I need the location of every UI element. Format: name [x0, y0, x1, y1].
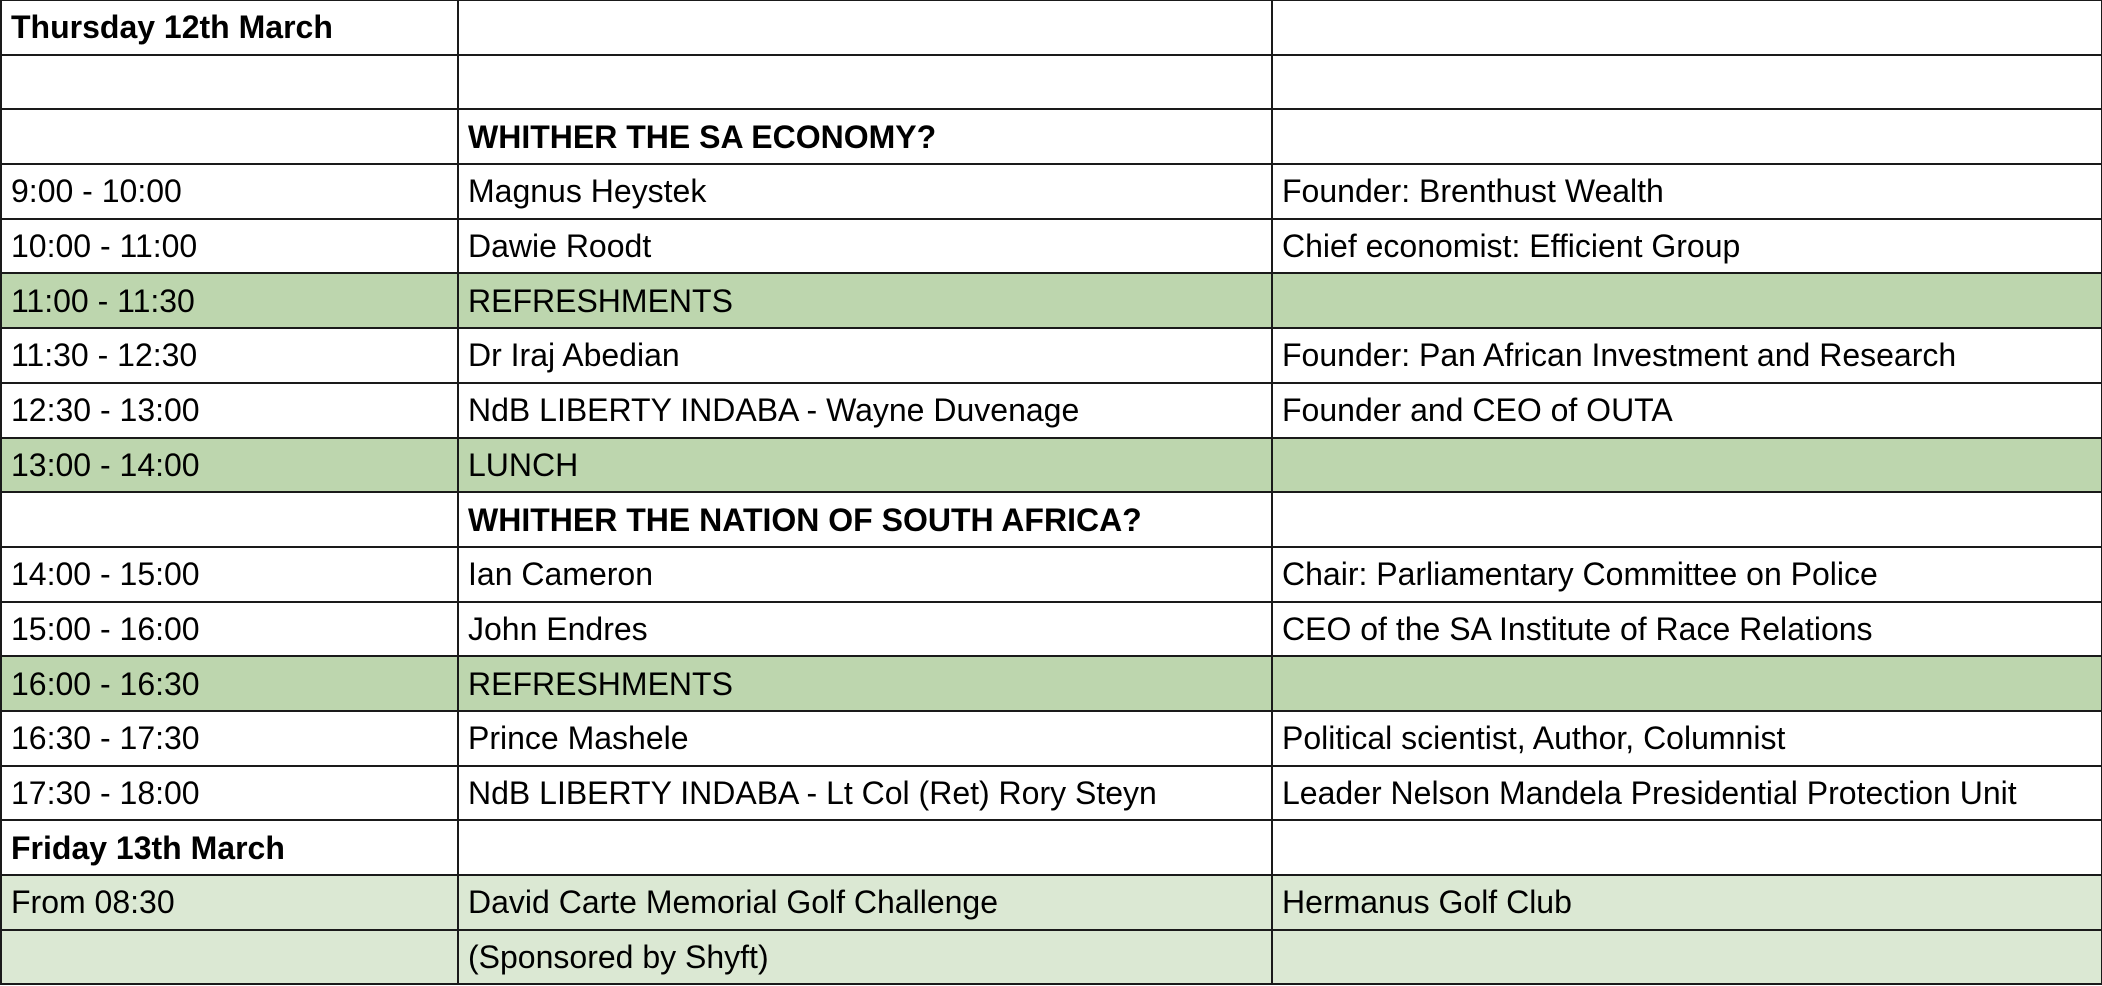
- speaker-role-cell[interactable]: CEO of the SA Institute of Race Relations: [1272, 602, 2102, 657]
- session-row: [1, 383, 2102, 438]
- day-header-row: [1, 820, 2102, 875]
- section-header-row: [1, 492, 2102, 547]
- day-header-row: [1, 1, 2102, 55]
- speaker-role-cell[interactable]: Founder: Brenthust Wealth: [1272, 164, 2102, 219]
- time-cell[interactable]: 11:00 - 11:30: [1, 273, 458, 328]
- golf-event-row: [1, 875, 2102, 930]
- speaker-cell[interactable]: John Endres: [458, 602, 1272, 657]
- detail-cell[interactable]: [1272, 492, 2102, 547]
- time-cell[interactable]: 13:00 - 14:00: [1, 438, 458, 493]
- sponsor-cell[interactable]: (Sponsored by Shyft): [458, 930, 1272, 985]
- detail-cell[interactable]: [1272, 109, 2102, 164]
- time-cell[interactable]: 16:30 - 17:30: [1, 711, 458, 766]
- detail-cell[interactable]: [1272, 930, 2102, 985]
- time-cell[interactable]: 14:00 - 15:00: [1, 547, 458, 602]
- time-cell[interactable]: 10:00 - 11:00: [1, 219, 458, 274]
- break-row: [1, 438, 2102, 493]
- session-row: [1, 711, 2102, 766]
- title-cell[interactable]: [458, 55, 1272, 110]
- speaker-cell[interactable]: NdB LIBERTY INDABA - Lt Col (Ret) Rory Steyn: [458, 766, 1272, 821]
- session-row: [1, 328, 2102, 383]
- speaker-cell[interactable]: Dr Iraj Abedian: [458, 328, 1272, 383]
- speaker-cell[interactable]: Ian Cameron: [458, 547, 1272, 602]
- break-label-cell[interactable]: REFRESHMENTS: [458, 656, 1272, 711]
- break-row: [1, 273, 2102, 328]
- venue-cell[interactable]: Hermanus Golf Club: [1272, 875, 2102, 930]
- title-cell[interactable]: [458, 1, 1272, 55]
- speaker-role-cell[interactable]: Leader Nelson Mandela Presidential Protection Unit: [1272, 766, 2102, 821]
- session-row: [1, 766, 2102, 821]
- time-cell[interactable]: 16:00 - 16:30: [1, 656, 458, 711]
- speaker-role-cell[interactable]: Chair: Parliamentary Committee on Police: [1272, 547, 2102, 602]
- section-title-cell[interactable]: WHITHER THE NATION OF SOUTH AFRICA?: [458, 492, 1272, 547]
- event-title-cell[interactable]: David Carte Memorial Golf Challenge: [458, 875, 1272, 930]
- speaker-cell[interactable]: NdB LIBERTY INDABA - Wayne Duvenage: [458, 383, 1272, 438]
- speaker-role-cell[interactable]: Founder and CEO of OUTA: [1272, 383, 2102, 438]
- detail-cell[interactable]: [1272, 656, 2102, 711]
- time-cell[interactable]: [1, 930, 458, 985]
- time-cell[interactable]: 9:00 - 10:00: [1, 164, 458, 219]
- speaker-role-cell[interactable]: Founder: Pan African Investment and Research: [1272, 328, 2102, 383]
- session-row: [1, 164, 2102, 219]
- time-cell[interactable]: 11:30 - 12:30: [1, 328, 458, 383]
- time-cell[interactable]: 12:30 - 13:00: [1, 383, 458, 438]
- time-cell[interactable]: From 08:30: [1, 875, 458, 930]
- time-cell[interactable]: [1, 109, 458, 164]
- blank-row: [1, 55, 2102, 110]
- time-cell[interactable]: [1, 55, 458, 110]
- session-row: [1, 602, 2102, 657]
- speaker-role-cell[interactable]: Chief economist: Efficient Group: [1272, 219, 2102, 274]
- schedule-body: [1, 1, 2102, 985]
- detail-cell[interactable]: [1272, 273, 2102, 328]
- time-cell[interactable]: 17:30 - 18:00: [1, 766, 458, 821]
- title-cell[interactable]: [458, 820, 1272, 875]
- speaker-cell[interactable]: Dawie Roodt: [458, 219, 1272, 274]
- day-label-cell[interactable]: Thursday 12th March: [1, 1, 458, 55]
- break-label-cell[interactable]: REFRESHMENTS: [458, 273, 1272, 328]
- session-row: [1, 219, 2102, 274]
- section-title-cell[interactable]: WHITHER THE SA ECONOMY?: [458, 109, 1272, 164]
- break-row: [1, 656, 2102, 711]
- detail-cell[interactable]: [1272, 438, 2102, 493]
- detail-cell[interactable]: [1272, 1, 2102, 55]
- session-row: [1, 547, 2102, 602]
- detail-cell[interactable]: [1272, 55, 2102, 110]
- section-header-row: [1, 109, 2102, 164]
- speaker-cell[interactable]: Prince Mashele: [458, 711, 1272, 766]
- speaker-cell[interactable]: Magnus Heystek: [458, 164, 1272, 219]
- detail-cell[interactable]: [1272, 820, 2102, 875]
- golf-sponsor-row: [1, 930, 2102, 985]
- time-cell[interactable]: 15:00 - 16:00: [1, 602, 458, 657]
- day-label-cell[interactable]: Friday 13th March: [1, 820, 458, 875]
- speaker-role-cell[interactable]: Political scientist, Author, Columnist: [1272, 711, 2102, 766]
- break-label-cell[interactable]: LUNCH: [458, 438, 1272, 493]
- time-cell[interactable]: [1, 492, 458, 547]
